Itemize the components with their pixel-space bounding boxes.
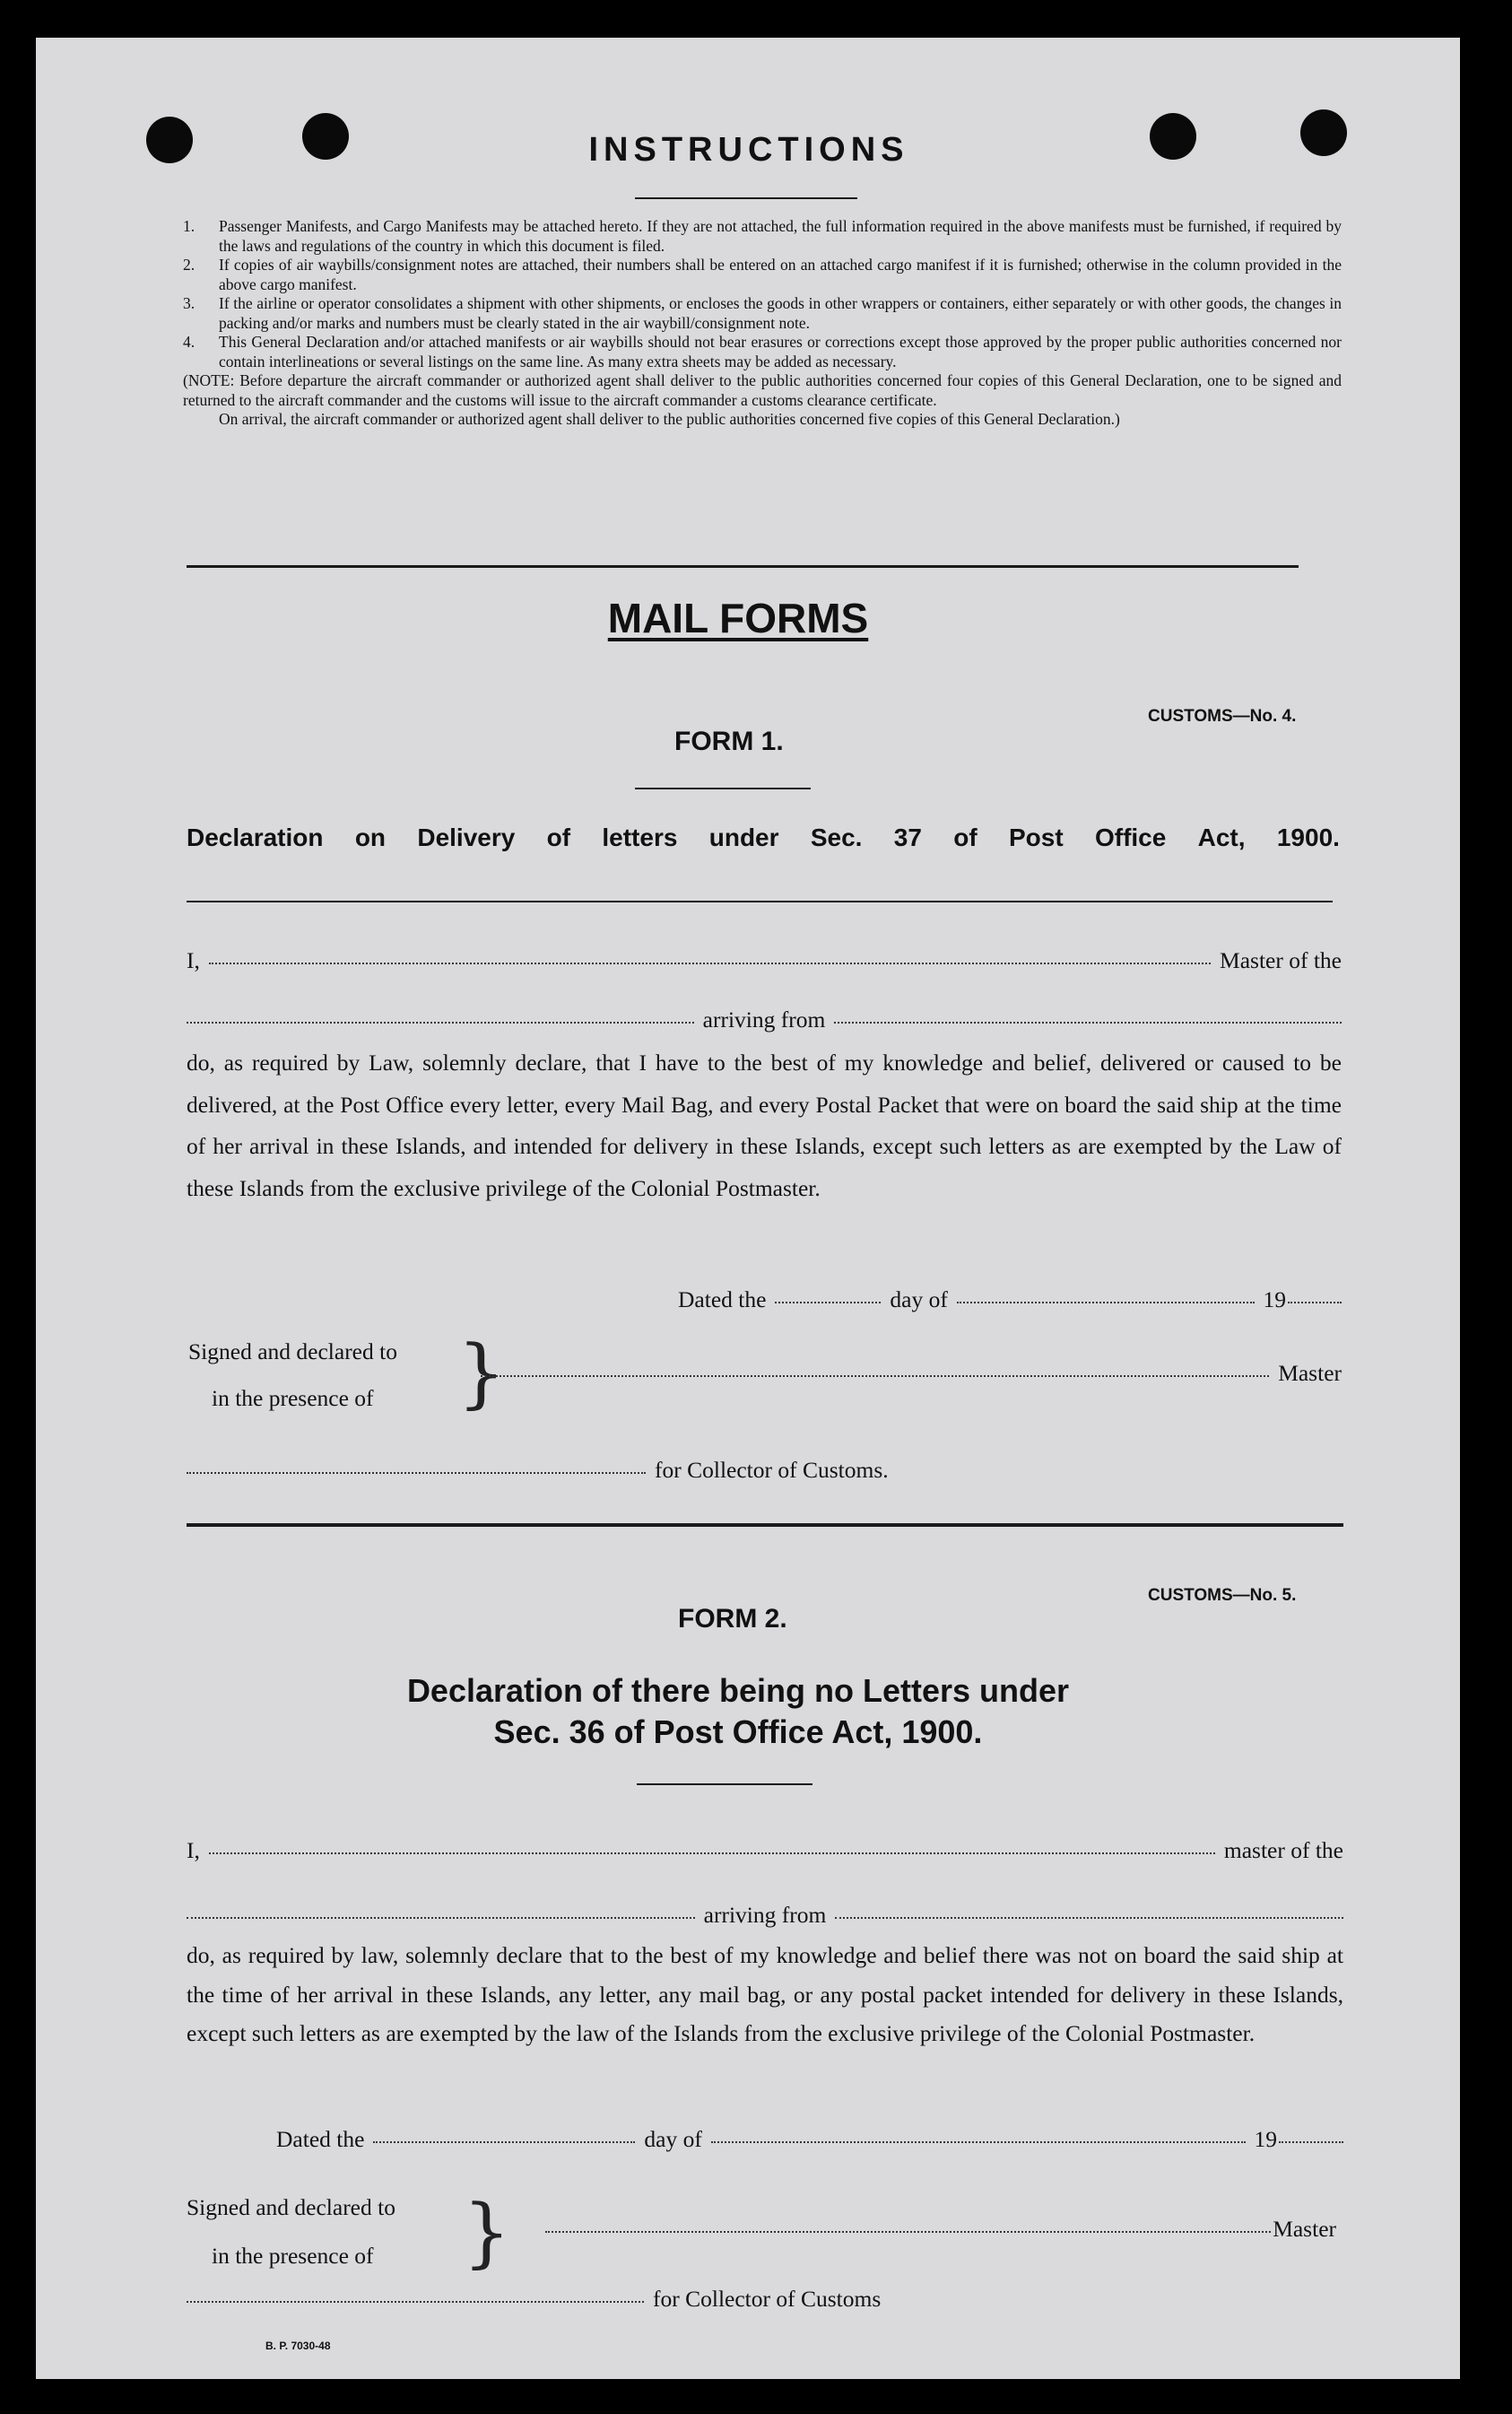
declaration-word: on: [354, 824, 387, 851]
form2-declaration-line1: Declaration of there being no Letters under: [406, 1672, 1070, 1709]
form1-declaration-body: do, as required by Law, solemnly declare, that I have to the best of my knowledge and belief, delivered or caused to be delivered, at the Post Office every letter, every Mail Bag, and every Postal Packet that were on board the said ship at the time of her arrival in these Islands, and intended for delivery in these Islands, except such letters as are exempted by the Law of these Islands from the exclusive privilege of the Colonial Postmaster.: [187, 1050, 1342, 1201]
form2-collector-line: [187, 2286, 958, 2313]
collector-signature-field[interactable]: [187, 1472, 646, 1474]
form2-dated-line: [276, 2126, 1343, 2153]
form1-brace: }: [457, 1329, 506, 1416]
declaration-word: Post: [1008, 824, 1064, 851]
instruction-note: [183, 371, 1342, 430]
form2-arriving-line: [187, 1902, 1343, 1929]
instruction-text: If the airline or operator consolidates a shipment with other shipments, or encloses the goods in other wrappers or containers, either separately or with other goods, the changes in packing and/or marks and numbers must be clearly stated in the air waybill/consignment note.: [219, 294, 1342, 332]
declaration-word: Delivery: [417, 824, 516, 851]
instruction-item: [183, 294, 1342, 333]
form-print-code: B. P. 7030-48: [265, 2340, 331, 2352]
origin-port-field[interactable]: [835, 1917, 1343, 1919]
instructions-title-rule: [635, 197, 857, 199]
date-day-field[interactable]: [775, 1302, 881, 1303]
form1-arriving-line: [187, 1007, 1342, 1033]
note-text: Before departure the aircraft commander or authorized agent shall deliver to the public authorities concerned four copies of this General Declaration, one to be signed and returned to the aircraft commander and the customs will issue to the aircraft commander a customs clearance certificate.: [183, 371, 1342, 409]
declaration-word: Office: [1094, 824, 1167, 851]
date-month-field[interactable]: [957, 1302, 1255, 1303]
form1-title-rule: [635, 788, 811, 789]
instruction-text: If copies of air waybills/consignment notes are attached, their numbers shall be entered on an attached cargo manifest if it is furnished; otherwise in the column provided in the above cargo manifest.: [219, 256, 1342, 293]
document-page: [36, 38, 1460, 2379]
year-prefix: 19: [1254, 2126, 1277, 2152]
master-name-field[interactable]: [209, 1852, 1215, 1854]
day-of-label: day of: [890, 1286, 948, 1312]
instruction-item: [183, 333, 1342, 371]
declaration-word: of: [546, 824, 571, 851]
master-of-the-label: master of the: [1223, 1837, 1343, 1863]
declaration-word: of: [953, 824, 978, 851]
form1-master-line: [187, 947, 1342, 974]
instructions-list: [183, 217, 1342, 430]
date-year-field[interactable]: [1288, 1302, 1342, 1303]
form1-dated-line: [678, 1286, 1342, 1313]
ship-name-field[interactable]: [187, 1917, 695, 1919]
form1-collector-line: [187, 1457, 994, 1484]
form2-declaration-heading: [36, 1670, 1440, 1753]
date-year-field[interactable]: [1279, 2141, 1343, 2143]
form1-master-sign-line: [481, 1360, 1342, 1387]
instruction-item: [183, 256, 1342, 294]
mail-forms-title: MAIL FORMS: [607, 595, 869, 641]
declaration-word: Declaration: [187, 824, 324, 851]
collector-label: for Collector of Customs: [653, 2286, 882, 2312]
form2-title: FORM 2.: [678, 1604, 787, 1634]
i-label: I,: [187, 1837, 200, 1863]
declaration-word: 1900.: [1276, 824, 1340, 851]
dated-the-label: Dated the: [678, 1286, 767, 1312]
form1-signed-line1: Signed and declared to: [188, 1338, 397, 1364]
master-label: Master: [1278, 1360, 1342, 1386]
note-prefix: (NOTE:: [183, 371, 235, 389]
dated-the-label: Dated the: [276, 2126, 365, 2152]
form1-customs-number: CUSTOMS—No. 4.: [1148, 707, 1297, 726]
form2-customs-number: CUSTOMS—No. 5.: [1148, 1586, 1297, 1605]
declaration-word: Sec.: [810, 824, 863, 851]
date-month-field[interactable]: [711, 2141, 1246, 2143]
form1-signed-line2: in the presence of: [212, 1385, 374, 1411]
master-name-field[interactable]: [209, 963, 1211, 964]
arriving-from-label: arriving from: [703, 1902, 827, 1928]
form2-brace: }: [463, 2188, 511, 2276]
form1-title: FORM 1.: [674, 727, 784, 756]
instruction-item: [183, 217, 1342, 256]
arriving-from-label: arriving from: [702, 1007, 826, 1033]
collector-signature-field[interactable]: [187, 2301, 644, 2303]
ship-name-field[interactable]: [187, 1022, 694, 1024]
origin-port-field[interactable]: [834, 1022, 1342, 1024]
form2-signed-line2: in the presence of: [212, 2243, 374, 2269]
instructions-title: INSTRUCTIONS: [588, 131, 909, 169]
form2-title-rule: [637, 1783, 812, 1785]
note-text-arrival: On arrival, the aircraft commander or authorized agent shall deliver to the public authorities concerned five copies of this General Declaration.): [219, 410, 1120, 428]
date-day-field[interactable]: [373, 2141, 635, 2143]
section-divider-top: [187, 565, 1299, 568]
instruction-number: 2.: [183, 256, 196, 274]
declaration-word: Act,: [1197, 824, 1246, 851]
master-signature-field[interactable]: [481, 1375, 1269, 1377]
instruction-number: 4.: [183, 333, 196, 351]
day-of-label: day of: [644, 2126, 702, 2152]
collector-label: for Collector of Customs.: [655, 1457, 889, 1483]
form1-heading-underline: [187, 901, 1333, 902]
form1-declaration-heading: [187, 824, 1340, 852]
declaration-word: letters: [602, 824, 678, 851]
master-of-the-label: Master of the: [1220, 947, 1342, 973]
form2-master-sign-line: [545, 2216, 1336, 2243]
form2-declaration-body: do, as required by law, solemnly declare that to the best of my knowledge and belief there was not on board the said ship at the time of her arrival in these Islands, any letter, any mail bag, or any postal packet intended for delivery in these Islands, except such letters as are exempted by the law of the Islands from the exclusive privilege of the Colonial Postmaster.: [187, 1942, 1343, 2046]
form2-master-line: [187, 1837, 1343, 1864]
instruction-number: 1.: [183, 217, 196, 235]
master-signature-field[interactable]: [545, 2231, 1271, 2233]
declaration-word: under: [708, 824, 779, 851]
section-divider-middle: [187, 1523, 1343, 1527]
form2-signed-line1: Signed and declared to: [187, 2194, 395, 2220]
instruction-number: 3.: [183, 294, 196, 312]
year-prefix: 19: [1263, 1286, 1286, 1312]
i-label: I,: [187, 947, 200, 973]
instruction-text: Passenger Manifests, and Cargo Manifests may be attached hereto. If they are not attached, the full information required in the above manifests must be furnished, if required by the laws and regulations of the country in which this document is filed.: [219, 217, 1342, 255]
instruction-text: This General Declaration and/or attached manifests or air waybills should not bear erasures or corrections except those approved by the proper public authorities concerned nor contain interlineations or several listings on the same line. As many extra sheets may be added as necessary.: [219, 333, 1342, 370]
declaration-word: 37: [893, 824, 922, 851]
master-label: Master: [1273, 2216, 1336, 2242]
form2-declaration-line2: Sec. 36 of Post Office Act, 1900.: [493, 1713, 983, 1750]
